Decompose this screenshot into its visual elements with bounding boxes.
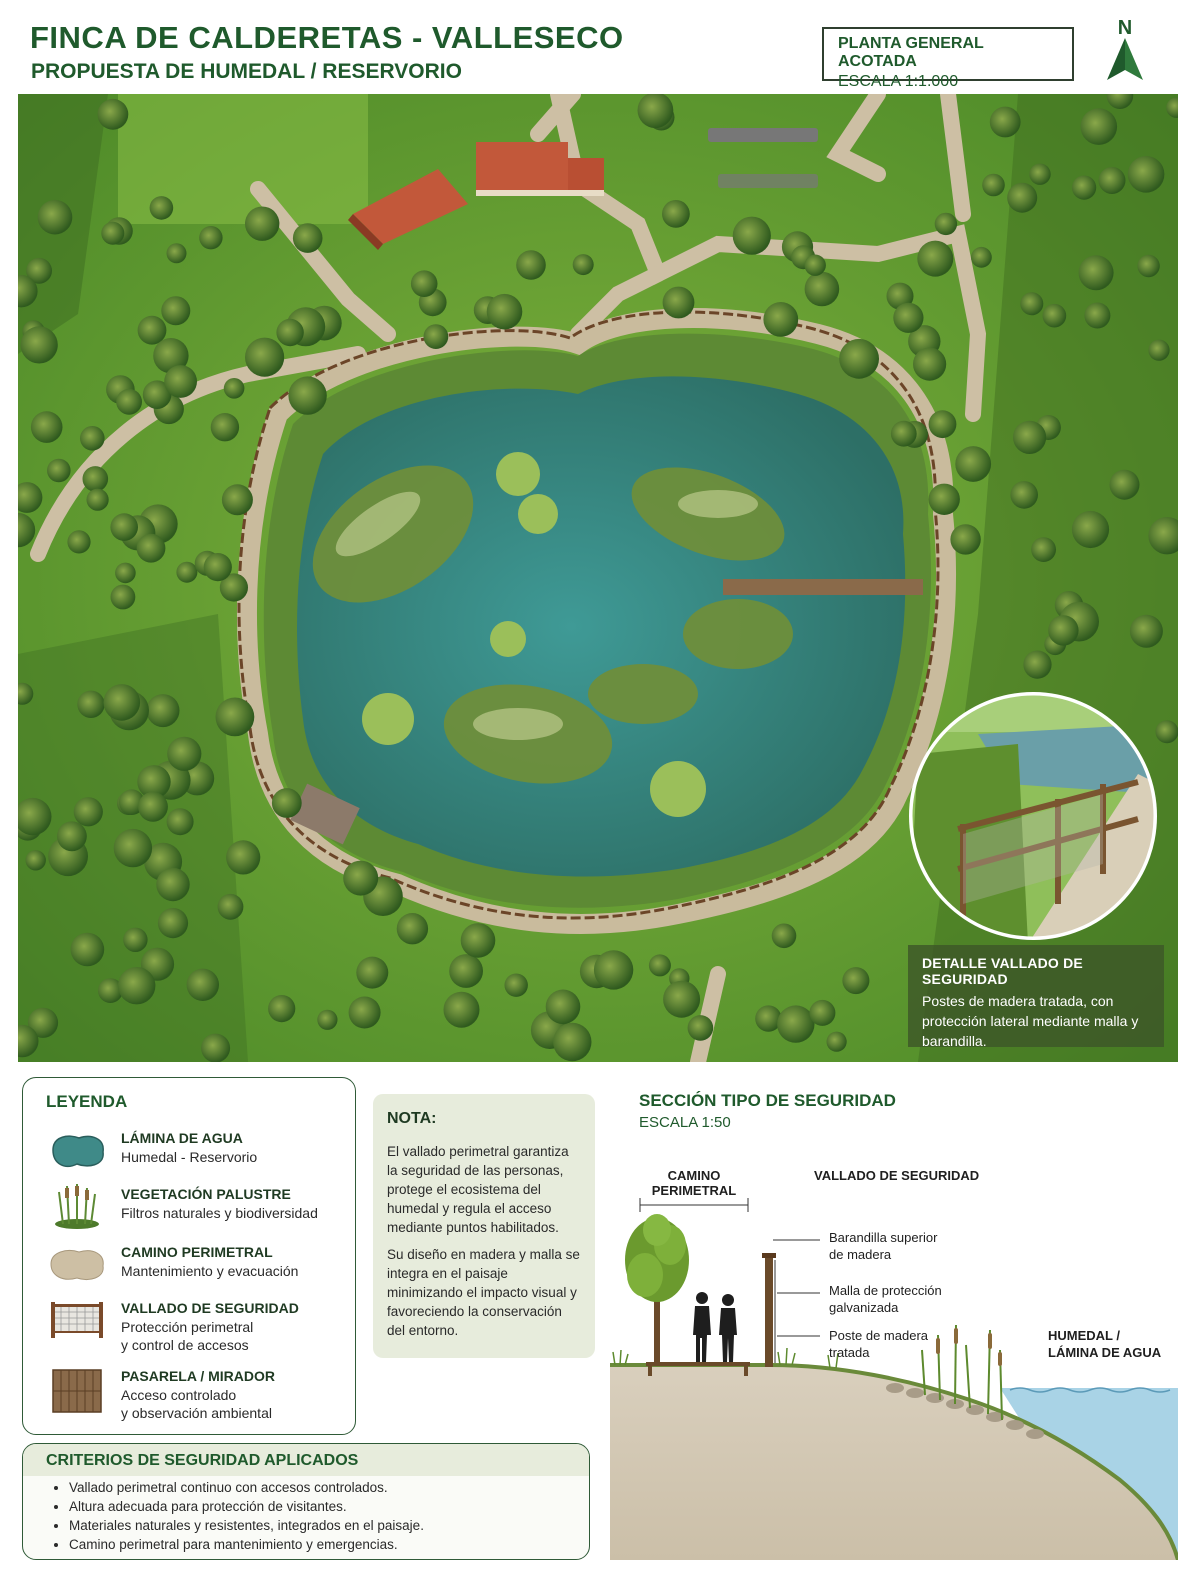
section-fence-post (765, 1255, 773, 1367)
callout-rail-1: Barandilla superior (829, 1230, 938, 1245)
detail-text: Postes de madera tratada, con protección lateral mediante malla y barandilla. (922, 993, 1139, 1049)
tree (1007, 183, 1037, 213)
tree (272, 788, 302, 818)
criteria-list (47, 1478, 424, 1554)
tree (955, 446, 991, 482)
path-label-2: PERIMETRAL (651, 1183, 737, 1198)
tree (161, 296, 190, 325)
tree (111, 585, 136, 610)
tree (935, 213, 957, 235)
tree (449, 954, 483, 988)
path-label-1: CAMINO (667, 1168, 721, 1183)
tree (917, 241, 953, 277)
tree (343, 861, 378, 896)
tree (1137, 255, 1159, 277)
tree (138, 792, 168, 822)
tree (772, 924, 797, 949)
tree (553, 1023, 591, 1061)
detail-title: DETALLE VALLADO DE SEGURIDAD (922, 955, 1083, 987)
tree (1081, 108, 1118, 145)
tree (777, 1005, 814, 1042)
tree (71, 933, 105, 967)
tree (115, 563, 136, 584)
tree (98, 99, 129, 130)
tree (167, 737, 201, 771)
callout-mesh-1: Malla de protección (829, 1283, 942, 1298)
tree (222, 484, 253, 515)
legend-fence-desc-1: Protección perimetral (121, 1319, 254, 1335)
tree (114, 829, 152, 867)
tree (982, 174, 1005, 197)
tree (47, 459, 71, 483)
criteria-item: • Camino perimetral para mantenimiento y emergencias. (69, 1535, 424, 1554)
tree (150, 196, 174, 220)
callout-post-1: Poste de madera (829, 1328, 929, 1343)
page-subtitle: PROPUESTA DE HUMEDAL / RESERVORIO (31, 60, 462, 83)
site-plan-map (18, 94, 1178, 1062)
tree (663, 287, 695, 319)
fence-icon (47, 1296, 107, 1344)
tree (839, 339, 879, 379)
legend-water-desc: Humedal - Reservorio (121, 1149, 258, 1165)
tree (288, 376, 326, 414)
boardwalk-icon (47, 1366, 107, 1414)
callout-post-2: tratada (829, 1345, 870, 1360)
tree (827, 1032, 847, 1052)
tree (763, 302, 798, 337)
page-title: FINCA DE CALDERETAS - VALLESECO (30, 20, 624, 55)
tree (649, 954, 671, 976)
criteria-item: • Altura adecuada para protección de visitantes. (69, 1497, 424, 1516)
callout-rail-2: de madera (829, 1247, 892, 1262)
section-title: SECCIÓN TIPO DE SEGURIDAD (639, 1091, 896, 1110)
tree (156, 868, 189, 901)
tree (516, 250, 546, 280)
tree (893, 303, 923, 333)
tree (1029, 164, 1050, 185)
tree (158, 908, 188, 938)
tree (201, 1034, 230, 1062)
water-icon (47, 1126, 107, 1174)
tree (211, 413, 239, 441)
tree (1020, 292, 1043, 315)
tree (26, 850, 46, 870)
tree (546, 990, 581, 1025)
tree (137, 534, 166, 563)
north-label: N (1117, 17, 1133, 39)
tree (138, 316, 167, 345)
tree (176, 562, 197, 583)
tree (164, 365, 197, 398)
north-arrow-icon (1103, 14, 1147, 84)
tree (83, 466, 109, 492)
legend-title: LEYENDA (46, 1092, 128, 1111)
tree (1072, 511, 1109, 548)
fence-label: VALLADO DE SEGURIDAD (814, 1168, 980, 1183)
path-icon (47, 1240, 107, 1288)
tree (74, 797, 103, 826)
tree (913, 348, 946, 381)
tree (971, 247, 992, 268)
tree (356, 957, 388, 989)
legend-path-title: CAMINO PERIMETRAL (121, 1244, 273, 1260)
legend-reeds-title: VEGETACIÓN PALUSTRE (121, 1186, 291, 1202)
tree (167, 243, 187, 263)
tree (21, 326, 58, 363)
tree (224, 378, 245, 399)
tree (505, 974, 528, 997)
legend-boardwalk-desc-2: y observación ambiental (121, 1405, 272, 1421)
callout-mesh-2: galvanizada (829, 1300, 899, 1315)
water-label-1: HUMEDAL / (1048, 1328, 1120, 1343)
tree (990, 107, 1021, 138)
tree (77, 691, 104, 718)
tree (276, 319, 303, 346)
tree (1130, 615, 1163, 648)
tree (245, 207, 279, 241)
tree (1023, 651, 1051, 679)
tree (31, 411, 63, 443)
note-panel (373, 1094, 595, 1358)
tree (187, 969, 219, 1001)
legend-fence-desc-2: y control de accesos (121, 1337, 249, 1353)
tree (199, 226, 222, 249)
tree (809, 1000, 835, 1026)
tree (1048, 615, 1078, 645)
tree (1099, 167, 1126, 194)
tree (268, 995, 295, 1022)
criteria-item: • Materiales naturales y resistentes, integrados en el paisaje. (69, 1516, 424, 1535)
plan-info-box (822, 27, 1074, 90)
legend-reeds-desc: Filtros naturales y biodiversidad (121, 1205, 318, 1221)
tree (733, 217, 771, 255)
legend-boardwalk-desc-1: Acceso controlado (121, 1387, 237, 1403)
tree (101, 222, 124, 245)
tree (118, 967, 155, 1004)
tree (950, 524, 980, 554)
tree (349, 997, 381, 1029)
tree (662, 200, 690, 228)
detail-caption (908, 945, 1164, 1047)
tree (891, 421, 917, 447)
plan-scale: ESCALA 1:1.000 (838, 73, 959, 90)
tree (1128, 156, 1165, 193)
tree (110, 513, 138, 541)
section-scale: ESCALA 1:50 (639, 1114, 731, 1131)
tree (397, 913, 428, 944)
note-title: NOTA: (387, 1110, 437, 1127)
tree (1156, 720, 1179, 743)
tree (1079, 255, 1114, 290)
tree (38, 200, 73, 235)
tree (317, 1010, 337, 1030)
legend-fence-title: VALLADO DE SEGURIDAD (121, 1300, 299, 1316)
tree (444, 992, 480, 1028)
plan-label: PLANTA GENERAL ACOTADA (838, 35, 984, 70)
legend-water-title: LÁMINA DE AGUA (121, 1130, 243, 1146)
legend-path-desc: Mantenimiento y evacuación (121, 1263, 299, 1279)
tree (293, 223, 323, 253)
tree (1148, 340, 1169, 361)
tree (805, 272, 840, 307)
tree (116, 389, 142, 415)
tree (123, 928, 147, 952)
tree (805, 255, 826, 276)
criteria-item: • Vallado perimetral continuo con accesos controlados. (69, 1478, 424, 1497)
tree (104, 684, 141, 721)
section-tree (625, 1214, 689, 1365)
tree (688, 1015, 714, 1041)
tree (204, 553, 232, 581)
tree (663, 981, 700, 1018)
legend-panel (22, 1077, 356, 1435)
tree (1110, 470, 1140, 500)
tree (67, 530, 90, 553)
tree (87, 489, 109, 511)
tree (216, 698, 255, 737)
tree (1013, 421, 1046, 454)
note-paragraph-1: El vallado perimetral garantiza la seguridad de las personas, protege el ecosistema del humedal y regula el acceso mediante puntos habilitados. (387, 1144, 569, 1235)
tree (594, 950, 633, 989)
tree (424, 324, 449, 349)
tree (218, 894, 244, 920)
tree (226, 840, 260, 874)
tree (842, 967, 869, 994)
tree (461, 923, 496, 958)
note-paragraph-2: Su diseño en madera y malla se integra en el paisaje minimizando el impacto visual y favoreciendo la conservación del entorno. (387, 1247, 580, 1338)
criteria-title: CRITERIOS DE SEGURIDAD APLICADOS (46, 1452, 359, 1469)
criteria-panel (22, 1443, 590, 1560)
tree (57, 821, 87, 851)
tree (487, 294, 523, 330)
tree (573, 254, 594, 275)
tree (167, 808, 194, 835)
tree (80, 426, 105, 451)
tree (411, 270, 438, 297)
tree (1072, 176, 1096, 200)
boardwalk (723, 579, 923, 595)
security-section-drawing (610, 1150, 1178, 1560)
tree (1031, 537, 1056, 562)
reeds-icon (47, 1182, 107, 1230)
tree (1010, 481, 1038, 509)
legend-boardwalk-title: PASARELA / MIRADOR (121, 1368, 275, 1384)
tree (1084, 303, 1110, 329)
water-label-2: LÁMINA DE AGUA (1048, 1345, 1162, 1360)
tree (929, 410, 957, 438)
tree (929, 484, 960, 515)
pond-water (297, 376, 905, 876)
tree (1043, 304, 1067, 328)
people-silhouettes (693, 1292, 737, 1362)
tree (245, 338, 284, 377)
tree (147, 694, 180, 727)
